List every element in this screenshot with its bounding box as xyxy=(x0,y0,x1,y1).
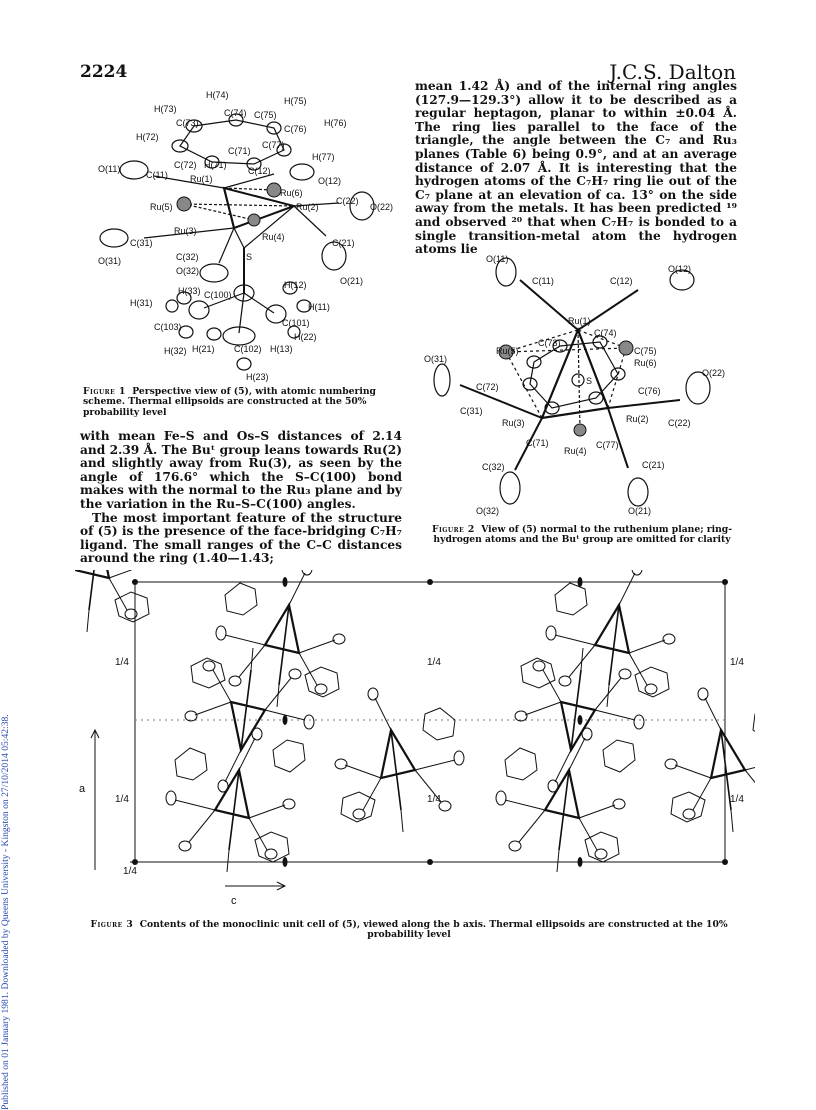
svg-text:C(76): C(76) xyxy=(284,124,307,134)
svg-text:H(77): H(77) xyxy=(312,152,335,162)
svg-text:O(12): O(12) xyxy=(668,264,692,274)
left-paragraph-2: The most important feature of the structure of (5) is the presence of the face-bridging C₇H₇ ligand. The small ranges of the C–C distances around the ring (1.40—1.43; xyxy=(80,510,402,566)
frac-label: 1/4 xyxy=(123,866,137,877)
svg-text:H(21): H(21) xyxy=(192,344,215,354)
svg-text:O(32): O(32) xyxy=(476,506,500,516)
svg-text:Ru(1): Ru(1) xyxy=(568,316,591,326)
left-column-text xyxy=(80,430,402,566)
svg-text:C(100): C(100) xyxy=(204,290,232,300)
svg-text:C(77): C(77) xyxy=(596,440,619,450)
figure2-diagram xyxy=(420,250,740,520)
svg-text:Ru(5): Ru(5) xyxy=(496,346,519,356)
svg-text:C(73): C(73) xyxy=(176,118,199,128)
svg-text:O(11): O(11) xyxy=(486,254,509,264)
figure3-label: Figure 3 xyxy=(90,919,134,930)
svg-text:O(11): O(11) xyxy=(98,164,121,174)
svg-text:C(71): C(71) xyxy=(228,146,251,156)
svg-text:Ru(2): Ru(2) xyxy=(296,202,319,212)
svg-text:S: S xyxy=(586,376,593,386)
svg-text:C(75): C(75) xyxy=(634,346,657,356)
svg-text:C(103): C(103) xyxy=(154,322,182,332)
svg-text:C(73): C(73) xyxy=(538,338,561,348)
svg-text:C(31): C(31) xyxy=(460,406,483,416)
frac-label: 1/4 xyxy=(730,657,744,668)
svg-text:C(12): C(12) xyxy=(610,276,633,286)
svg-text:C(74): C(74) xyxy=(224,108,247,118)
left-paragraph-1: with mean Fe–S and Os–S distances of 2.14 and 2.39 Å. The Buᵗ group leans towards Ru(2) and slightly away from Ru(3), as seen by the angle of 176.6° which the S–C(100) bond makes with the normal to the Ru₃ plane and by the variation in the Ru–S–C(100) angles. xyxy=(80,429,402,511)
svg-text:H(72): H(72) xyxy=(136,132,159,142)
svg-text:H(11): H(11) xyxy=(308,302,330,312)
svg-text:C(11): C(11) xyxy=(146,170,168,180)
frac-label: 1/4 xyxy=(115,657,129,668)
svg-text:H(74): H(74) xyxy=(206,90,229,100)
figure3-caption xyxy=(82,920,736,941)
axis-c-label: c xyxy=(231,895,237,907)
figure3-caption-text: Contents of the monoclinic unit cell of (5), viewed along the b axis. Thermal ellipsoids are constructed at the 10% probability level xyxy=(139,919,728,941)
svg-text:O(31): O(31) xyxy=(424,354,448,364)
frac-label: 1/4 xyxy=(427,657,441,668)
frac-label: 1/4 xyxy=(730,794,744,805)
svg-text:C(71): C(71) xyxy=(526,438,549,448)
svg-text:O(32): O(32) xyxy=(176,266,200,276)
svg-text:O(22): O(22) xyxy=(370,202,394,212)
svg-text:Ru(3): Ru(3) xyxy=(174,226,197,236)
svg-text:C(32): C(32) xyxy=(482,462,505,472)
download-note: Published on 01 January 1981. Downloaded by Queens University - Kingston on 27/10/2014 05:42:38. xyxy=(0,714,11,1110)
svg-text:H(32): H(32) xyxy=(164,346,187,356)
svg-text:H(23): H(23) xyxy=(246,372,269,382)
svg-text:O(21): O(21) xyxy=(628,506,652,516)
figure1-diagram xyxy=(94,88,414,386)
svg-text:C(11): C(11) xyxy=(532,276,554,286)
svg-text:C(22): C(22) xyxy=(336,196,359,206)
svg-text:O(21): O(21) xyxy=(340,276,364,286)
svg-text:C(32): C(32) xyxy=(176,252,199,262)
svg-text:O(22): O(22) xyxy=(702,368,726,378)
svg-text:H(75): H(75) xyxy=(284,96,307,106)
svg-text:C(12): C(12) xyxy=(248,166,271,176)
right-column-text: mean 1.42 Å) and of the internal ring angles (127.9—129.3°) allow it to be described as a regular heptagon, planar to within ±0.04 Å. The ring lies parallel to the face of the triangle, the angle between the C₇ and Ru₃ planes (Table 6) being 0.9°, and at an average distance of 2.07 Å. It is interesting that the hydrogen atoms of the C₇H₇ ring lie out of the C₇ plane at an elevation of ca. 13° on the side away from the metals. It has been predicted ¹⁹ and observed ²⁰ that when C₇H₇ is bonded to a single transition-metal atom the hydrogen atoms lie xyxy=(415,79,737,257)
svg-text:Ru(2): Ru(2) xyxy=(626,414,649,424)
svg-text:C(102): C(102) xyxy=(234,344,262,354)
journal-title: J.C.S. Dalton xyxy=(609,60,736,84)
svg-text:H(13): H(13) xyxy=(270,344,293,354)
frac-label: 1/4 xyxy=(427,794,441,805)
svg-text:Ru(5): Ru(5) xyxy=(150,202,173,212)
svg-text:H(76): H(76) xyxy=(324,118,347,128)
svg-text:Ru(6): Ru(6) xyxy=(280,188,303,198)
figure1-label: Figure 1 xyxy=(83,386,126,397)
svg-text:Ru(4): Ru(4) xyxy=(564,446,587,456)
svg-text:H(22): H(22) xyxy=(294,332,317,342)
svg-text:C(101): C(101) xyxy=(282,318,310,328)
svg-text:C(77): C(77) xyxy=(262,140,285,150)
figure2-label: Figure 2 xyxy=(431,524,475,535)
svg-text:H(33): H(33) xyxy=(178,286,201,296)
svg-text:H(73): H(73) xyxy=(154,104,177,114)
frac-label: 1/4 xyxy=(115,794,129,805)
svg-text:Ru(4): Ru(4) xyxy=(262,232,285,242)
svg-text:C(22): C(22) xyxy=(668,418,691,428)
svg-text:C(31): C(31) xyxy=(130,238,153,248)
svg-text:H(31): H(31) xyxy=(130,298,153,308)
svg-text:H(12): H(12) xyxy=(284,280,307,290)
svg-text:O(12): O(12) xyxy=(318,176,342,186)
page-number: 2224 xyxy=(80,62,128,82)
figure1-caption-text: Perspective view of (5), with atomic numbering scheme. Thermal ellipsoids are constructed at the 50% probability level xyxy=(83,386,376,418)
axis-a-label: a xyxy=(79,783,86,795)
svg-text:C(72): C(72) xyxy=(174,160,197,170)
figure2-caption-text: View of (5) normal to the ruthenium plane; ring-hydrogen atoms and the Buᵗ group are omitted for clarity xyxy=(433,524,733,546)
svg-text:Ru(6): Ru(6) xyxy=(634,358,657,368)
svg-text:S: S xyxy=(246,252,253,262)
svg-text:C(21): C(21) xyxy=(332,238,355,248)
svg-text:C(74): C(74) xyxy=(594,328,617,338)
svg-text:C(75): C(75) xyxy=(254,110,277,120)
figure2-caption xyxy=(426,525,738,546)
svg-text:C(72): C(72) xyxy=(476,382,499,392)
figure3-diagram xyxy=(75,570,755,910)
svg-text:C(21): C(21) xyxy=(642,460,665,470)
svg-text:C(76): C(76) xyxy=(638,386,661,396)
svg-text:O(31): O(31) xyxy=(98,256,122,266)
svg-text:H(71): H(71) xyxy=(204,160,227,170)
svg-text:Ru(3): Ru(3) xyxy=(502,418,525,428)
figure1-caption xyxy=(83,387,401,418)
svg-text:Ru(1): Ru(1) xyxy=(190,174,213,184)
